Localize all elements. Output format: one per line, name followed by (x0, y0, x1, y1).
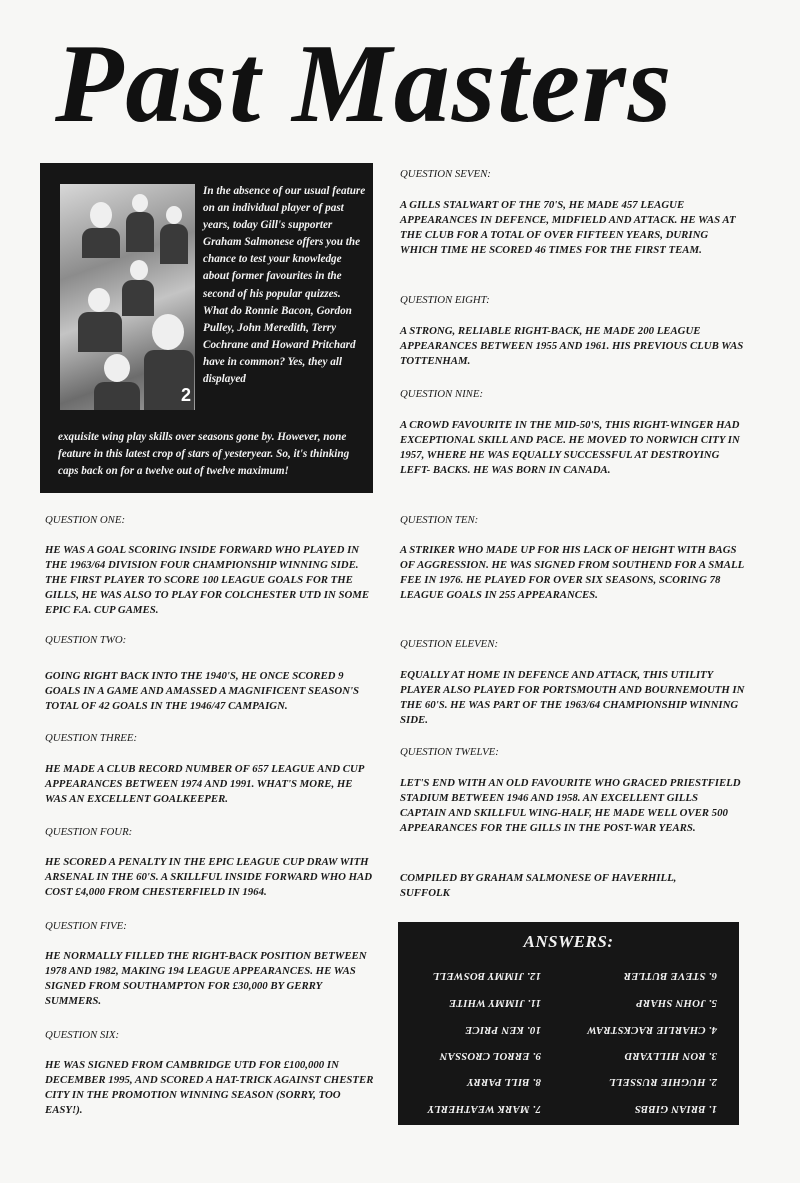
answer-item: 2. HUGHIE RUSSELL (608, 1076, 717, 1088)
question-heading: QUESTION TWO: (45, 634, 127, 646)
answer-item: 8. BILL PARRY (466, 1076, 541, 1088)
question-text: EQUALLY AT HOME IN DEFENCE AND ATTACK, THIS UTILITY PLAYER ALSO PLAYED FOR PORTSMOUTH AND BOURNEMOUTH IN THE 60'S. HE WAS PART OF THE 1963/64 CHAMPIONSHIP WINNING SIDE. (400, 669, 745, 727)
question-text: HE NORMALLY FILLED THE RIGHT-BACK POSITION BETWEEN 1978 AND 1982, MAKING 194 LEAGUE APPEARANCES. HE WAS SIGNED FROM SOUTHAMPTON FOR £30,000 BY GERRY SUMMERS. (45, 950, 367, 1008)
answers-title: ANSWERS: (523, 932, 614, 951)
question-heading: QUESTION EIGHT: (400, 294, 490, 306)
question-heading: QUESTION NINE: (400, 388, 484, 400)
answer-item: 12. JIMMY BOSWELL (432, 970, 541, 982)
question-text: A CROWD FAVOURITE IN THE MID-50'S, THIS RIGHT-WINGER HAD EXCEPTIONAL SKILL AND PACE. HE MOVED TO NORWICH CITY IN 1957, WHERE HE WAS EQUALLY SUCCESSFUL AT DESTROYING LEFT- BACKS. HE WAS BORN IN CANADA. (400, 419, 740, 477)
answers-upside-down (398, 922, 739, 1125)
question-heading: QUESTION SIX: (45, 1029, 120, 1041)
page-title: Past Masters (55, 22, 674, 146)
question-heading: QUESTION FOUR: (45, 826, 133, 838)
question-heading: QUESTION TWELVE: (400, 746, 499, 758)
player-photo-collage (60, 184, 195, 410)
answer-item: 10. KEN PRICE (464, 1024, 541, 1036)
question-text: A STRONG, RELIABLE RIGHT-BACK, HE MADE 200 LEAGUE APPEARANCES BETWEEN 1955 AND 1961. HIS PREVIOUS CLUB WAS TOTTENHAM. (400, 325, 744, 368)
intro-box (40, 163, 373, 493)
answers-box (398, 922, 739, 1125)
question-text: GOING RIGHT BACK INTO THE 1940'S, HE ONCE SCORED 9 GOALS IN A GAME AND AMASSED A MAGNIFICENT SEASON'S TOTAL OF 42 GOALS IN THE 1946/47 CAMPAIGN. (45, 670, 360, 713)
question-text: A GILLS STALWART OF THE 70'S, HE MADE 457 LEAGUE APPEARANCES IN DEFENCE, MIDFIELD AND ATTACK. HE WAS AT THE CLUB FOR A TOTAL OF OVER FIFTEEN YEARS, DURING WHICH TIME HE SCORED 46 TIMES FOR THE FIRST TEAM. (400, 199, 736, 257)
question-heading: QUESTION ELEVEN: (400, 638, 499, 650)
answer-item: 3. RON HILLYARD (624, 1050, 717, 1062)
question-text: HE WAS A GOAL SCORING INSIDE FORWARD WHO PLAYED IN THE 1963/64 DIVISION FOUR CHAMPIONSHIP WINNING SIDE. THE FIRST PLAYER TO SCORE 100 LEAGUE GOALS FOR THE GILLS, HE WAS ALSO TO PLAY FOR COLCHESTER UTD IN SOME EPIC F.A. CUP GAMES. (45, 544, 370, 617)
question-heading: QUESTION THREE: (45, 732, 138, 744)
question-text: HE MADE A CLUB RECORD NUMBER OF 657 LEAGUE AND CUP APPEARANCES BETWEEN 1974 AND 1991. WHAT'S MORE, HE WAS AN EXCELLENT GOALKEEPER. (45, 763, 364, 806)
question-text: HE WAS SIGNED FROM CAMBRIDGE UTD FOR £100,000 IN DECEMBER 1995, AND SCORED A HAT-TRICK AGAINST CHESTER CITY IN THE PROMOTION WINNING SEASON (SORRY, TOO EASY!). (45, 1059, 374, 1117)
answer-item: 1. BRIAN GIBBS (634, 1103, 717, 1115)
question-heading: QUESTION ONE: (45, 514, 126, 526)
question-heading: QUESTION SEVEN: (400, 168, 491, 180)
answer-item: 6. STEVE BUTLER (623, 970, 717, 982)
intro-text: In the absence of our usual feature on an individual player of past years, today Gill's supporter Graham Salmonese offers you the chance to test your knowledge about former favourites in the second of his popular quizzes. What do Ronnie Bacon, Gordon Pulley, John Meredith, Terry Cochrane and Howard Pritchard have in common? Yes, they all displayed (203, 185, 366, 386)
question-text: LET'S END WITH AN OLD FAVOURITE WHO GRACED PRIESTFIELD STADIUM BETWEEN 1946 AND 1958. AN EXCELLENT GILLS CAPTAIN AND SKILLFUL WING-HALF, HE MADE WELL OVER 500 APPEARANCES FOR THE GILLS IN THE POST-WAR YEARS. (400, 777, 741, 835)
answer-item: 4. CHARLIE RACKSTRAW (587, 1024, 717, 1036)
answer-item: 7. MARK WEATHERLY (427, 1103, 541, 1115)
question-text: HE SCORED A PENALTY IN THE EPIC LEAGUE CUP DRAW WITH ARSENAL IN THE 60'S. A SKILLFUL INSIDE FORWARD WHO HAD COST £4,000 FROM CHESTERFIELD IN 1964. (45, 856, 372, 899)
quiz-credit: COMPILED BY GRAHAM SALMONESE OF HAVERHILL, SUFFOLK (400, 872, 677, 900)
answer-item: 5. JOHN SHARP (636, 997, 717, 1009)
answer-item: 11. JIMMY WHITE (448, 997, 541, 1009)
question-heading: QUESTION TEN: (400, 514, 479, 526)
question-text: A STRIKER WHO MADE UP FOR HIS LACK OF HEIGHT WITH BAGS OF AGGRESSION. HE WAS SIGNED FROM SOUTHEND FOR A SMALL FEE IN 1976. HE PLAYED FOR OVER SIX SEASONS, SCORING 78 LEAGUE GOALS IN 255 APPEARANCES. (400, 544, 744, 602)
intro-text-continued: exquisite wing play skills over seasons gone by. However, none feature in this latest crop of stars of yesteryear. So, it's thinking caps back on for a twelve out of twelve maximum! (58, 431, 350, 478)
shirt-number: 2 (180, 385, 191, 405)
answer-item: 9. ERROL CROSSAN (439, 1050, 541, 1062)
question-heading: QUESTION FIVE: (45, 920, 127, 932)
